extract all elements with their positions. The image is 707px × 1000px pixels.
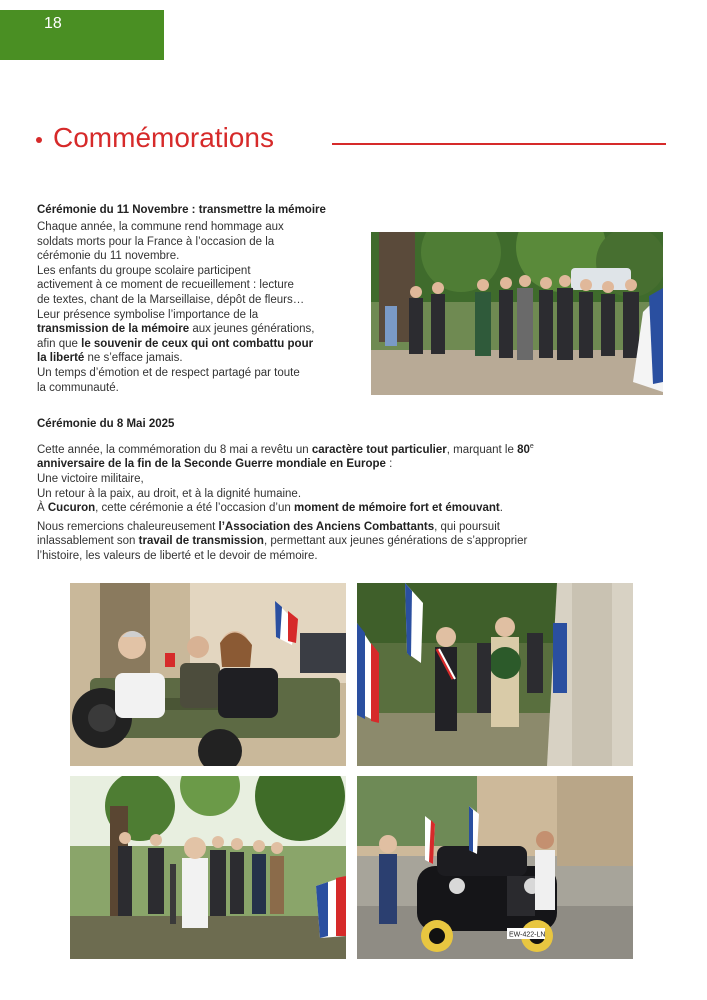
text-run: afin que	[37, 337, 82, 350]
text-run: , permettant aux jeunes générations de s’approprier	[263, 535, 528, 548]
text-line	[37, 534, 677, 549]
text-line: cérémonie du 11 novembre.	[37, 250, 180, 263]
text-run: ne s’efface jamais.	[84, 352, 183, 365]
text-line	[37, 457, 677, 472]
text-line: Les enfants du groupe scolaire participent	[37, 264, 251, 277]
text-line	[37, 520, 677, 535]
text-line: de textes, chant de la Marseillaise, dépôt de fleurs…	[37, 293, 305, 306]
text-run: , qui poursuit	[434, 520, 500, 533]
text-line: Chaque année, la commune rend hommage aux	[37, 221, 284, 233]
text-line: activement à ce moment de recueillement : lecture	[37, 279, 294, 292]
section-title-row	[36, 122, 666, 162]
text-line: soldats morts pour la France à l’occasion de la	[37, 235, 275, 248]
text-line	[37, 501, 677, 516]
paragraph	[37, 440, 677, 516]
text-run: Cette année, la commémoration du 8 mai a revêtu un	[37, 443, 312, 456]
bold-text: travail de transmission	[138, 535, 264, 548]
text-line	[37, 351, 367, 366]
text-line	[37, 322, 367, 337]
bold-text: 80	[517, 443, 530, 456]
november-heading: Cérémonie du 11 Novembre : transmettre la mémoire	[37, 204, 326, 216]
text-run: .	[499, 502, 503, 515]
superscript: e	[529, 443, 534, 450]
may-text	[37, 440, 677, 568]
text-line	[37, 440, 677, 457]
text-line: Une victoire militaire,	[37, 473, 144, 486]
bold-text: Cucuron	[47, 502, 96, 515]
paragraph	[37, 520, 677, 564]
bold-text: caractère tout particulier	[311, 443, 447, 456]
november-ceremony-photo	[371, 232, 663, 395]
text-line: l’histoire, les valeurs de liberté et le devoir de mémoire.	[37, 549, 318, 562]
text-run: , marquant le	[446, 443, 518, 456]
text-run: À	[37, 502, 48, 515]
bold-text: transmission de la mémoire	[37, 323, 190, 336]
page-number: 18	[44, 15, 62, 32]
text-line: Un retour à la paix, au droit, et à la dignité humaine.	[37, 487, 302, 500]
bold-text: moment de mémoire fort et émouvant	[293, 502, 500, 515]
may-heading: Cérémonie du 8 Mai 2025	[37, 418, 175, 430]
bold-text: anniversaire de la fin de la Seconde Guerre mondiale en Europe	[37, 458, 386, 471]
title-divider	[332, 143, 666, 145]
text-run: aux jeunes générations,	[189, 323, 315, 336]
text-line: la communauté.	[37, 381, 119, 394]
page-number-tab	[0, 10, 164, 60]
text-run: inlassablement son	[37, 535, 139, 548]
text-run: , cette cérémonie a été l’occasion d’un	[95, 502, 294, 515]
license-plate: EW-422-LN	[509, 931, 546, 939]
text-line: Leur présence symbolise l’importance de la	[37, 308, 259, 321]
schoolchildren-ceremony-photo	[70, 776, 346, 959]
vintage-car-parade-photo	[357, 776, 633, 959]
bold-text: le souvenir de ceux qui ont combattu pour	[81, 337, 314, 350]
bold-text: l’Association des Anciens Combattants	[218, 520, 435, 533]
text-line	[37, 337, 367, 352]
november-text	[37, 220, 367, 395]
section-title: Commémorations	[53, 122, 274, 153]
text-run: :	[385, 458, 393, 471]
bold-text: la liberté	[37, 352, 85, 365]
wreath-laying-photo	[357, 583, 633, 766]
text-run: Nous remercions chaleureusement	[37, 520, 219, 533]
title-bullet-icon	[36, 137, 42, 143]
text-line: Un temps d’émotion et de respect partagé par toute	[37, 366, 300, 379]
jeep-veterans-photo	[70, 583, 346, 766]
